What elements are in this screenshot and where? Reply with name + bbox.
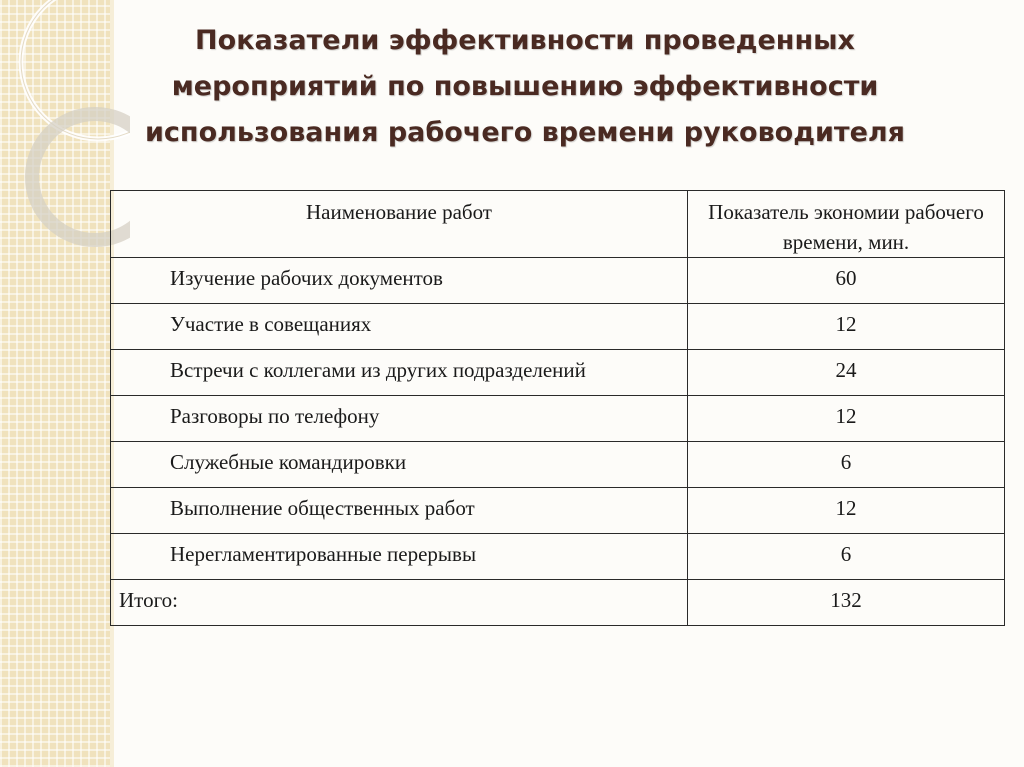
row-work-name: Изучение рабочих документов: [111, 258, 688, 304]
table-row: [111, 442, 1005, 488]
row-work-name: Выполнение общественных работ: [111, 488, 688, 534]
row-work-name: Разговоры по телефону: [111, 396, 688, 442]
row-time-value: 60: [688, 258, 1005, 304]
table-row: [111, 534, 1005, 580]
table-row: [111, 304, 1005, 350]
table-row: [111, 396, 1005, 442]
efficiency-table: [110, 190, 1005, 626]
header-work-name: Наименование работ: [111, 191, 688, 258]
row-time-value: 12: [688, 488, 1005, 534]
table-header-row: [111, 191, 1005, 258]
row-time-value: 24: [688, 350, 1005, 396]
row-work-name: Служебные командировки: [111, 442, 688, 488]
table-row: [111, 350, 1005, 396]
total-value: 132: [688, 580, 1005, 626]
row-work-name: Нерегламентированные перерывы: [111, 534, 688, 580]
row-time-value: 6: [688, 534, 1005, 580]
total-label: Итого:: [111, 580, 688, 626]
slide-title: Показатели эффективности проведенных мероприятий по повышению эффективности использования рабочего времени руководителя: [145, 25, 905, 148]
row-work-name: Участие в совещаниях: [111, 304, 688, 350]
table-row: [111, 258, 1005, 304]
row-time-value: 12: [688, 304, 1005, 350]
table-row: [111, 488, 1005, 534]
row-work-name: Встречи с коллегами из других подразделений: [111, 350, 688, 396]
header-time-savings: Показатель экономии рабочего времени, мин.: [688, 191, 1005, 258]
row-time-value: 12: [688, 396, 1005, 442]
row-time-value: 6: [688, 442, 1005, 488]
table-total-row: [111, 580, 1005, 626]
